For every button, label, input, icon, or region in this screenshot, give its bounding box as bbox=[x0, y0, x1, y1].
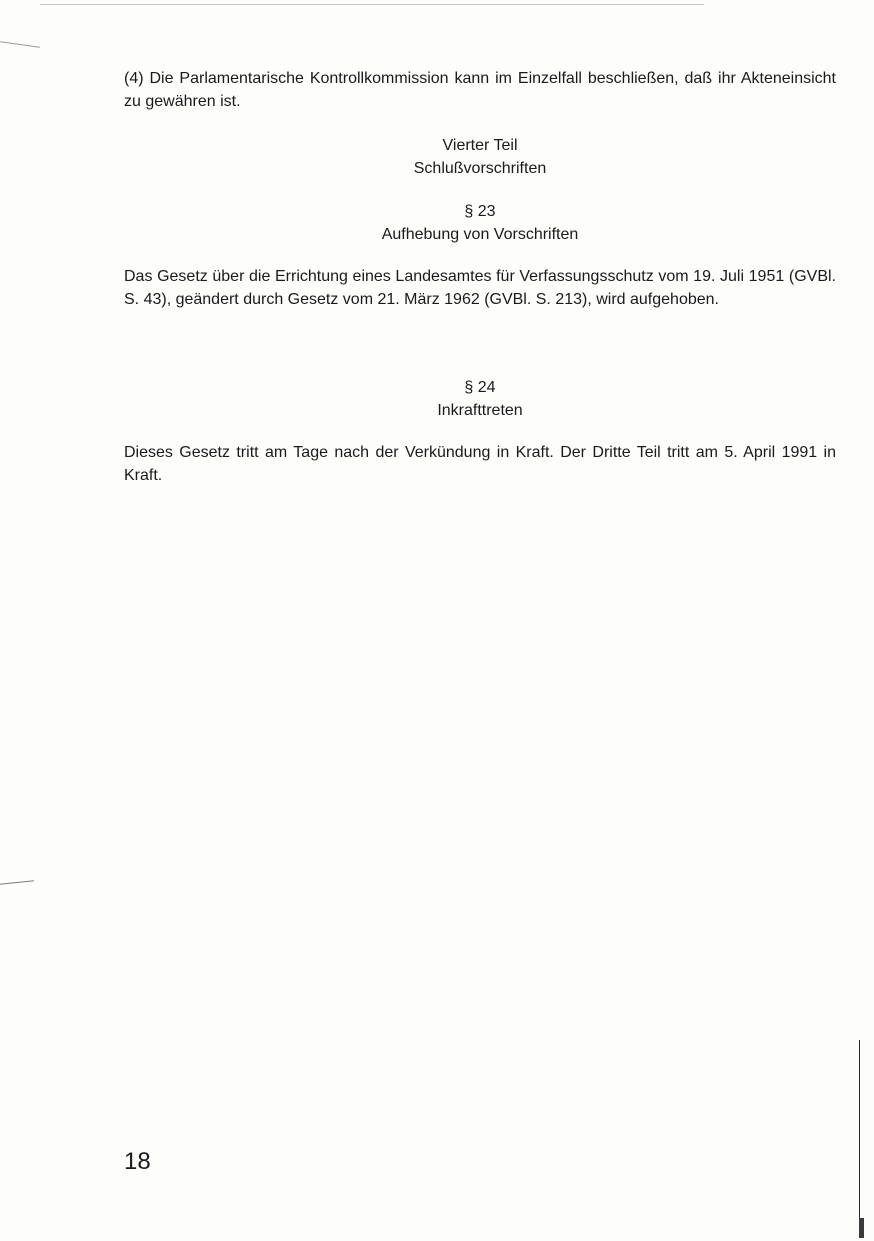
section-23-heading bbox=[124, 200, 836, 246]
section-24-heading bbox=[124, 376, 836, 422]
scan-artifact-blot bbox=[859, 1218, 864, 1238]
section-24-body: Dieses Gesetz tritt am Tage nach der Verkündung in Kraft. Der Dritte Teil tritt am 5. April 1991 in Kraft. bbox=[124, 444, 836, 484]
part-heading bbox=[124, 134, 836, 180]
section-23-number: § 23 bbox=[464, 203, 496, 220]
section-24-number: § 24 bbox=[464, 379, 496, 396]
scan-artifact-mark bbox=[0, 880, 34, 885]
section-23-title: Aufhebung von Vorschriften bbox=[381, 226, 579, 243]
scan-page-edge bbox=[859, 1040, 860, 1220]
section-23-body: Das Gesetz über die Errichtung eines Landesamtes für Verfassungsschutz vom 19. Juli 1951 (GVBl. S. 43), geändert durch Gesetz vom 21. März 1962 (GVBl. S. 213), wird aufgehoben. bbox=[124, 268, 836, 308]
scan-top-edge bbox=[40, 4, 704, 5]
scan-artifact-mark bbox=[0, 41, 40, 48]
page-number: 18 bbox=[124, 1148, 151, 1175]
part-title: Vierter Teil bbox=[442, 137, 518, 154]
paragraph-4: (4) Die Parlamentarische Kontrollkommission kann im Einzelfall beschließen, daß ihr Akteneinsicht zu gewähren ist. bbox=[124, 70, 836, 110]
part-subtitle: Schlußvorschriften bbox=[413, 160, 547, 177]
section-24-title: Inkrafttreten bbox=[437, 402, 523, 419]
